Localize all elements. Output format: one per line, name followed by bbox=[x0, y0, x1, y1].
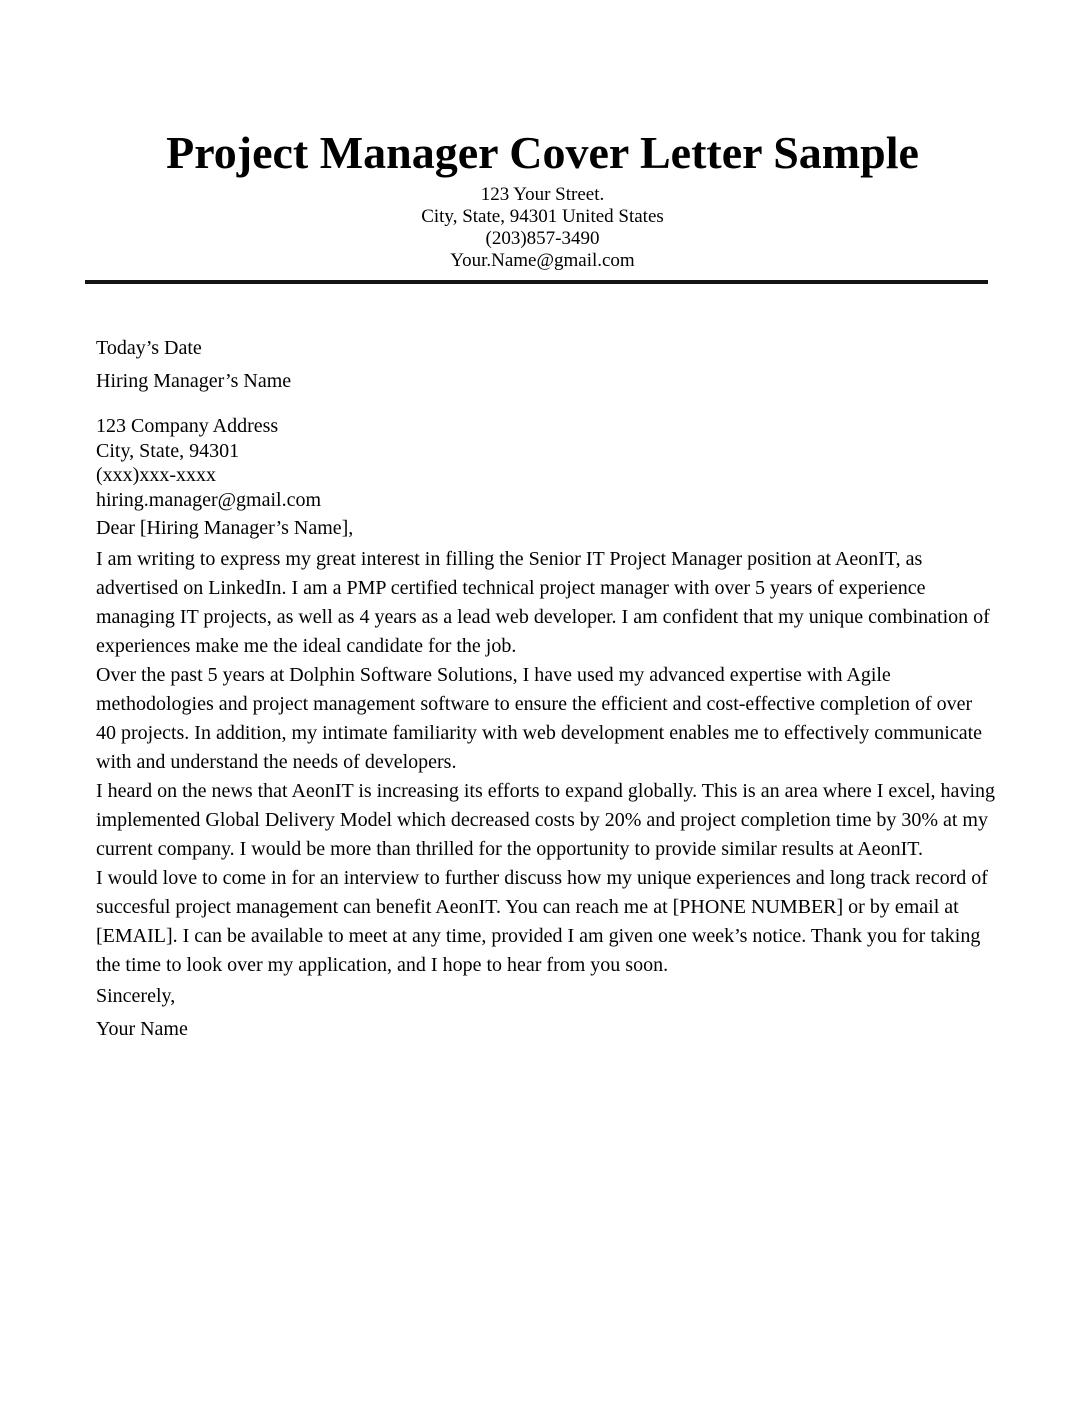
sender-email: Your.Name@gmail.com bbox=[450, 250, 635, 271]
signature-name: Your Name bbox=[96, 1018, 188, 1040]
recipient-email: hiring.manager@gmail.com bbox=[96, 488, 322, 511]
body-paragraph-2: Over the past 5 years at Dolphin Software Solutions, I have used my advanced expertise with Agile methodologies and project management software to ensure the efficient and cost-effective completion of over 40 projects. In addition, my intimate familiarity with web development enables me to effectively communicate with and understand the needs of developers. bbox=[96, 664, 983, 773]
salutation: Dear [Hiring Manager’s Name], bbox=[96, 517, 354, 539]
body-paragraph-4: I would love to come in for an interview to further discuss how my unique experiences and long track record of succesful project management can benefit AeonIT. You can reach me at [PHONE NUMBER] or by email at [EMAIL]. I can be available to meet at any time, provided I am given one week’s notice. Thank you for taking the time to look over my application, and I hope to hear from you soon. bbox=[96, 867, 988, 976]
recipient-address-line: 123 Company Address bbox=[96, 415, 279, 437]
closing-line: Sincerely, bbox=[96, 985, 176, 1007]
body-paragraph-3: I heard on the news that AeonIT is increasing its efforts to expand globally. This is an area where I excel, having implemented Global Delivery Model which decreased costs by 20% and project completion time by 30% at my current company. I would be more than thrilled for the opportunity to provide similar results at AeonIT. bbox=[96, 780, 995, 860]
recipient-address-block bbox=[96, 414, 995, 512]
recipient-phone: (xxx)xxx-xxxx bbox=[96, 464, 216, 486]
sender-phone: (203)857-3490 bbox=[485, 228, 600, 249]
sender-street: 123 Your Street. bbox=[480, 184, 605, 205]
header-divider-rule bbox=[85, 280, 988, 284]
sender-city-state: City, State, 94301 United States bbox=[421, 206, 664, 227]
recipient-address-line: City, State, 94301 bbox=[96, 439, 240, 462]
date-line: Today’s Date bbox=[96, 337, 202, 359]
letter-body bbox=[96, 332, 995, 1046]
sender-contact-block bbox=[0, 184, 1085, 272]
letterhead bbox=[0, 0, 1085, 284]
body-paragraph-1: I am writing to express my great interest in filling the Senior IT Project Manager position at AeonIT, as advertised on LinkedIn. I am a PMP certified technical project manager with over 5 years of experience managing IT projects, as well as 4 years as a lead web developer. I am confident that my unique combination of experiences make me the ideal candidate for the job. bbox=[96, 548, 990, 657]
recipient-name: Hiring Manager’s Name bbox=[96, 370, 292, 392]
document-title: Project Manager Cover Letter Sample bbox=[166, 127, 919, 178]
